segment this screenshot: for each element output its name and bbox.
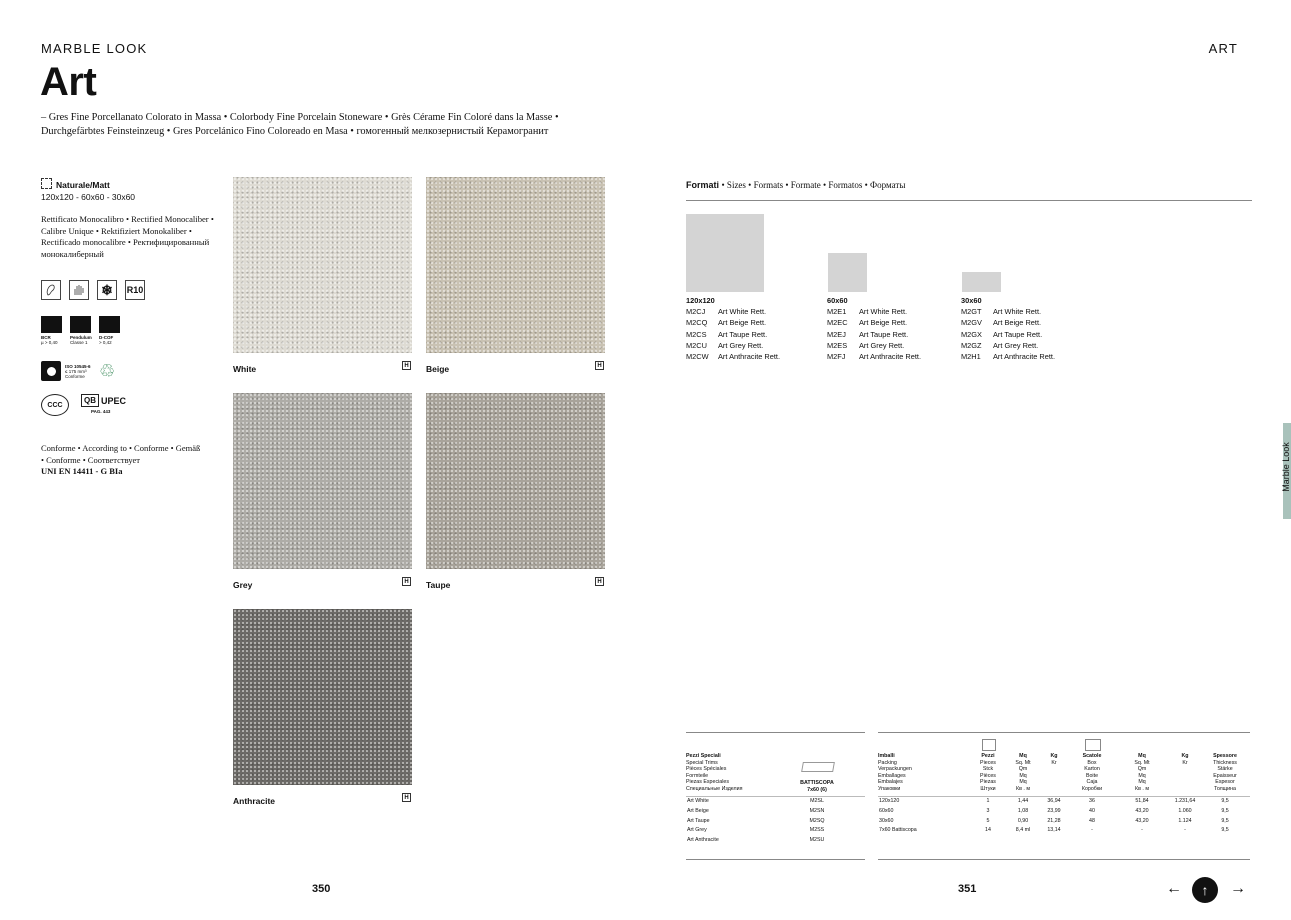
tile-swatch-4 <box>233 609 412 785</box>
trims-row-code: M2SU <box>809 837 825 844</box>
format-size: 30x60 <box>961 296 982 305</box>
h-badge: H <box>595 361 604 370</box>
format-name: Art White Rett. <box>718 307 767 317</box>
packing-col-header-line: Stärke <box>1217 766 1233 773</box>
packing-cell: 9,5 <box>1221 827 1229 834</box>
packing-cell: 48 <box>1089 817 1095 824</box>
format-code: M2GT <box>961 307 982 317</box>
format-item <box>827 351 921 362</box>
tile-label: Taupe <box>426 580 451 590</box>
formats-translations: • Sizes • Formats • Formate • Formatos • Форматы <box>721 180 906 190</box>
format-code: M2CW <box>686 352 709 362</box>
packing-col-header-line: Sq. Mt <box>1015 759 1031 766</box>
packing-col-header-line: Pieces <box>980 759 996 766</box>
packing-cell: 51,84 <box>1135 798 1149 804</box>
trims-header-line: Pezzi Speciali <box>686 753 721 759</box>
trims-row-name: Art Beige <box>687 807 709 814</box>
packing-col-header-line: Кв . м <box>1016 785 1030 792</box>
format-code: M2CQ <box>686 318 708 328</box>
tile-label: Grey <box>233 580 253 590</box>
trims-row-code: M2SQ <box>809 817 825 824</box>
packing-col-header-line: Karton <box>1084 766 1100 773</box>
format-column <box>686 295 780 362</box>
tile-label: White <box>233 364 257 374</box>
format-code: M2CS <box>686 329 707 339</box>
trims-header-rule <box>686 796 865 797</box>
tile-swatch-0 <box>233 177 412 353</box>
packing-cell: - <box>1141 827 1143 834</box>
packing-col-header-line: Caja <box>1086 779 1098 786</box>
dcof-value: > 0,42 <box>99 340 112 345</box>
r10-badge: R10 <box>125 280 145 300</box>
iso-label: ISO 10545-6 <box>65 363 91 369</box>
format-name: Art Taupe Rett. <box>993 329 1043 339</box>
carton-box-icon <box>1085 739 1101 751</box>
trims-header-line: Special Trims <box>686 759 718 766</box>
packing-col-header <box>1034 753 1074 766</box>
trims-header-line: Formteile <box>686 772 709 779</box>
packing-col-header-line: Espesor <box>1215 779 1235 786</box>
format-name: Art Beige Rett. <box>718 318 767 328</box>
section-tab-label: Marble Look <box>1281 442 1291 492</box>
format-name: Art Grey Rett. <box>859 340 905 350</box>
format-name: Art Anthracite Rett. <box>718 352 781 362</box>
packing-col-header-line: Qm <box>1018 766 1028 773</box>
trims-row-name: Art White <box>687 798 709 804</box>
packing-col-header-line: Mq <box>1138 772 1146 779</box>
packing-header-line: Emballages <box>878 772 906 779</box>
upec-label: UPEC <box>101 395 127 406</box>
packing-col-header-line: Epaisseur <box>1213 772 1237 779</box>
trims-row-code: M2SN <box>809 807 825 814</box>
format-code: M2E1 <box>827 307 847 317</box>
packing-col-header <box>968 753 1008 793</box>
packing-top-rule <box>878 732 1250 733</box>
format-code: M2GX <box>961 329 982 339</box>
format-item <box>827 340 921 351</box>
packing-cell: 1.060 <box>1178 807 1192 814</box>
format-code: M2ES <box>827 340 848 350</box>
packing-cell: 36,94 <box>1047 798 1061 804</box>
dcof-badge <box>99 316 121 345</box>
format-name: Art White Rett. <box>993 307 1042 317</box>
tile-swatch-1 <box>426 177 605 353</box>
format-name: Art Beige Rett. <box>859 318 908 328</box>
format-swatch-60x60 <box>828 253 867 292</box>
dcof-label: D-COF <box>99 335 114 340</box>
packing-cell: 1,44 <box>1017 798 1029 804</box>
packing-cell: 13,14 <box>1047 827 1061 834</box>
format-item <box>686 351 780 362</box>
trims-row-code: M2SS <box>809 827 825 834</box>
packing-header-line: Packing <box>878 759 897 766</box>
finish-icon <box>41 178 52 189</box>
packing-cell: 23,99 <box>1047 807 1061 814</box>
formats-label: Formati <box>686 180 720 190</box>
packing-header-line: Embalajes <box>878 779 903 786</box>
recycle-icon: ♲ <box>99 361 116 381</box>
packing-header-line: Imballi <box>878 753 895 759</box>
format-item <box>686 329 780 340</box>
pag-label: PAG. 443 <box>91 409 111 414</box>
format-size: 120x120 <box>686 296 715 305</box>
skirting-icon <box>801 762 835 772</box>
iso-value: ≤ 175 mm³ <box>65 368 87 374</box>
tile-label: Beige <box>426 364 450 374</box>
conformity-norm: UNI EN 14411 - G BIa <box>41 466 123 476</box>
packing-col-header-line: Pièces <box>980 772 996 779</box>
packing-col-header-line: Mq <box>1019 779 1027 786</box>
piece-box-icon <box>982 739 996 751</box>
category-label-right: ART <box>1208 41 1238 56</box>
packing-row-format: 30x60 <box>879 817 894 824</box>
trims-top-rule <box>686 732 865 733</box>
packing-cell: 21,28 <box>1047 817 1061 824</box>
pendulum-label: Pendulum <box>70 335 92 340</box>
packing-col-header-line: Mq <box>1138 753 1146 759</box>
next-page-button[interactable]: → <box>1230 880 1246 897</box>
packing-header-rule <box>878 796 1250 797</box>
pendulum-badge <box>70 316 92 345</box>
packing-col-header <box>1165 753 1205 766</box>
page-number-left: 350 <box>312 883 331 895</box>
foot-icon <box>41 280 61 300</box>
finish-block <box>41 178 135 203</box>
packing-col-header-line: Kg <box>1181 753 1189 759</box>
packing-header <box>878 753 958 793</box>
packing-col-header-line: Stck <box>982 766 994 773</box>
format-item <box>686 340 780 351</box>
conformity-block <box>41 443 201 478</box>
packing-col-header-line: Mq <box>1019 772 1027 779</box>
trims-row-name: Art Taupe <box>687 817 710 824</box>
format-code: M2EC <box>827 318 848 328</box>
format-code: M2EJ <box>827 329 846 339</box>
h-badge: H <box>402 793 411 802</box>
trims-row-name: Art Grey <box>687 827 707 834</box>
packing-col-header-line: Kg <box>1050 753 1058 759</box>
packing-cell: 5 <box>986 817 990 824</box>
packing-cell: 9,5 <box>1221 807 1229 814</box>
bcr-value: µ > 0,40 <box>41 340 58 345</box>
finish-sizes: 120x120 - 60x60 - 30x60 <box>41 192 136 202</box>
packing-cell: 1 <box>986 798 990 804</box>
h-badge: H <box>402 361 411 370</box>
packing-col-header-line: Qm <box>1137 766 1147 773</box>
qb-icon: QB <box>81 394 99 407</box>
bcr-badge <box>41 316 63 345</box>
packing-cell: 40 <box>1089 807 1095 814</box>
packing-cell: - <box>1184 827 1186 834</box>
format-name: Art Anthracite Rett. <box>993 352 1056 362</box>
up-button[interactable]: ↑ <box>1192 877 1218 903</box>
packing-col-header-line: Box <box>1087 759 1097 766</box>
abrasion-icon <box>41 361 61 381</box>
packing-cell: 9,5 <box>1221 798 1229 804</box>
snowflake-icon: ❄ <box>97 280 117 300</box>
format-item <box>686 317 780 328</box>
trims-header <box>686 753 786 793</box>
packing-col-header-line: Piezas <box>980 779 996 786</box>
iso-conformity: Conforme <box>65 373 85 379</box>
format-item <box>961 329 1055 340</box>
format-name: Art Taupe Rett. <box>859 329 909 339</box>
packing-col-header-line: Коробки <box>1081 785 1103 792</box>
format-column <box>827 295 921 362</box>
packing-header-line: Verpackungen <box>878 766 912 773</box>
packing-col-header-line: Толщина <box>1214 785 1236 792</box>
bcr-icon <box>41 316 62 333</box>
format-item <box>686 306 780 317</box>
trims-col-size: 7x60 (6) <box>807 786 827 793</box>
format-item <box>961 306 1055 317</box>
packing-col-header-line: Spessore <box>1213 753 1237 759</box>
format-item <box>961 317 1055 328</box>
ccc-icon: CCC <box>41 394 69 416</box>
packing-cell: 1.231,64 <box>1174 798 1196 804</box>
trims-row-code: M2SL <box>810 798 824 804</box>
packing-header-line: Упаковки <box>878 785 901 792</box>
bcr-label: BCR <box>41 335 51 340</box>
format-name: Art Grey Rett. <box>718 340 764 350</box>
format-item <box>827 317 921 328</box>
trims-header-line: Piezas Especiales <box>686 779 729 786</box>
pendulum-icon <box>70 316 91 333</box>
trims-row-name: Art Anthracite <box>687 837 719 844</box>
packing-col-header-line: Кв . м <box>1135 785 1149 792</box>
conformity-text: Conforme • According to • Conforme • Gemäß • Conforme • Соответствует <box>41 443 201 465</box>
hand-icon <box>69 280 89 300</box>
packing-col-header-line: Kr <box>1182 759 1188 766</box>
h-badge: H <box>402 577 411 586</box>
packing-col-header-line: Scatole <box>1082 753 1102 759</box>
trims-header-line: Pièces Spéciales <box>686 766 727 773</box>
format-item <box>827 306 921 317</box>
packing-cell: 43,20 <box>1135 807 1149 814</box>
qb-upec-badge <box>81 394 126 414</box>
category-label: MARBLE LOOK <box>41 41 148 56</box>
format-name: Art Beige Rett. <box>993 318 1042 328</box>
slip-icons <box>41 316 121 345</box>
format-name: Art Grey Rett. <box>993 340 1039 350</box>
formats-divider <box>686 200 1252 201</box>
packing-cell: 8,4 ml <box>1015 827 1031 834</box>
page-number-right: 351 <box>958 883 977 895</box>
format-swatch-30x60 <box>962 272 1001 292</box>
packing-cell: 36 <box>1089 798 1095 804</box>
h-badge: H <box>595 577 604 586</box>
prev-page-button[interactable]: ← <box>1166 880 1182 897</box>
packing-col-header-line: Штуки <box>980 785 996 792</box>
formats-heading <box>686 180 905 190</box>
packing-col-header <box>1122 753 1162 793</box>
trims-column-header <box>797 780 837 793</box>
page-title: Art <box>40 60 97 104</box>
tile-swatch-3 <box>426 393 605 569</box>
format-item <box>827 329 921 340</box>
format-code: M2CJ <box>686 307 706 317</box>
format-code: M2H1 <box>961 352 981 362</box>
packing-col-header-line: Mq <box>1019 753 1027 759</box>
format-code: M2CU <box>686 340 707 350</box>
format-column <box>961 295 1055 362</box>
format-code: M2GZ <box>961 340 982 350</box>
format-item <box>961 351 1055 362</box>
packing-cell: 14 <box>985 827 991 834</box>
packing-col-header-line: Mq <box>1138 779 1146 786</box>
packing-cell: 9,5 <box>1221 817 1229 824</box>
packing-row-format: 120x120 <box>879 798 900 804</box>
packing-col-header-line: Thickness <box>1213 759 1237 766</box>
format-name: Art Taupe Rett. <box>718 329 768 339</box>
rectified-text: Rettificato Monocalibro • Rectified Monocaliber • Calibre Unique • Rektifiziert Monokaliber • Rectificado monocalibre • Ректифицированный монокалиберный <box>41 214 214 259</box>
packing-col-header-line: Boite <box>1085 772 1099 779</box>
packing-col-header-line: Kr <box>1051 759 1057 766</box>
packing-col-header <box>1205 753 1245 793</box>
format-size: 60x60 <box>827 296 848 305</box>
trims-bottom-rule <box>686 859 865 860</box>
format-code: M2FJ <box>827 352 846 362</box>
pendulum-value: Classe 1 <box>70 340 88 345</box>
packing-cell: 1.124 <box>1178 817 1192 824</box>
format-name: Art Anthracite Rett. <box>859 352 922 362</box>
packing-col-header <box>1072 753 1112 793</box>
packing-row-format: 60x60 <box>879 807 894 814</box>
format-item <box>961 340 1055 351</box>
packing-cell: 3 <box>986 807 990 814</box>
trims-col-title: BATTISCOPA <box>800 780 834 786</box>
product-description: – Gres Fine Porcellanato Colorato in Massa • Colorbody Fine Porcelain Stoneware • Grès Cérame Fin Coloré dans la Masse • Durchgefärbtes Feinsteinzeug • Gres Porcelánico Fino Coloreado en Masa • гомогенный мелкозернистый Керамогранит <box>41 112 559 137</box>
trims-header-line: Специальные Изделия <box>686 785 743 792</box>
format-code: M2GV <box>961 318 982 328</box>
packing-col-header-line: Pezzi <box>981 753 995 759</box>
certification-icons <box>41 394 126 416</box>
packing-cell: 1,08 <box>1017 807 1029 814</box>
feature-icons <box>41 280 145 300</box>
format-name: Art White Rett. <box>859 307 908 317</box>
packing-bottom-rule <box>878 859 1250 860</box>
packing-cell: 43,20 <box>1135 817 1149 824</box>
iso-block <box>41 361 115 381</box>
finish-name: Naturale/Matt <box>56 180 110 190</box>
packing-col-header-line: Sq. Mt <box>1134 759 1150 766</box>
dcof-icon <box>99 316 120 333</box>
packing-cell: 0,90 <box>1017 817 1029 824</box>
format-swatch-120x120 <box>686 214 764 292</box>
tile-swatch-2 <box>233 393 412 569</box>
packing-cell: - <box>1091 827 1093 834</box>
tile-label: Anthracite <box>233 796 276 806</box>
packing-row-format: 7x60 Battiscopa <box>879 827 917 834</box>
